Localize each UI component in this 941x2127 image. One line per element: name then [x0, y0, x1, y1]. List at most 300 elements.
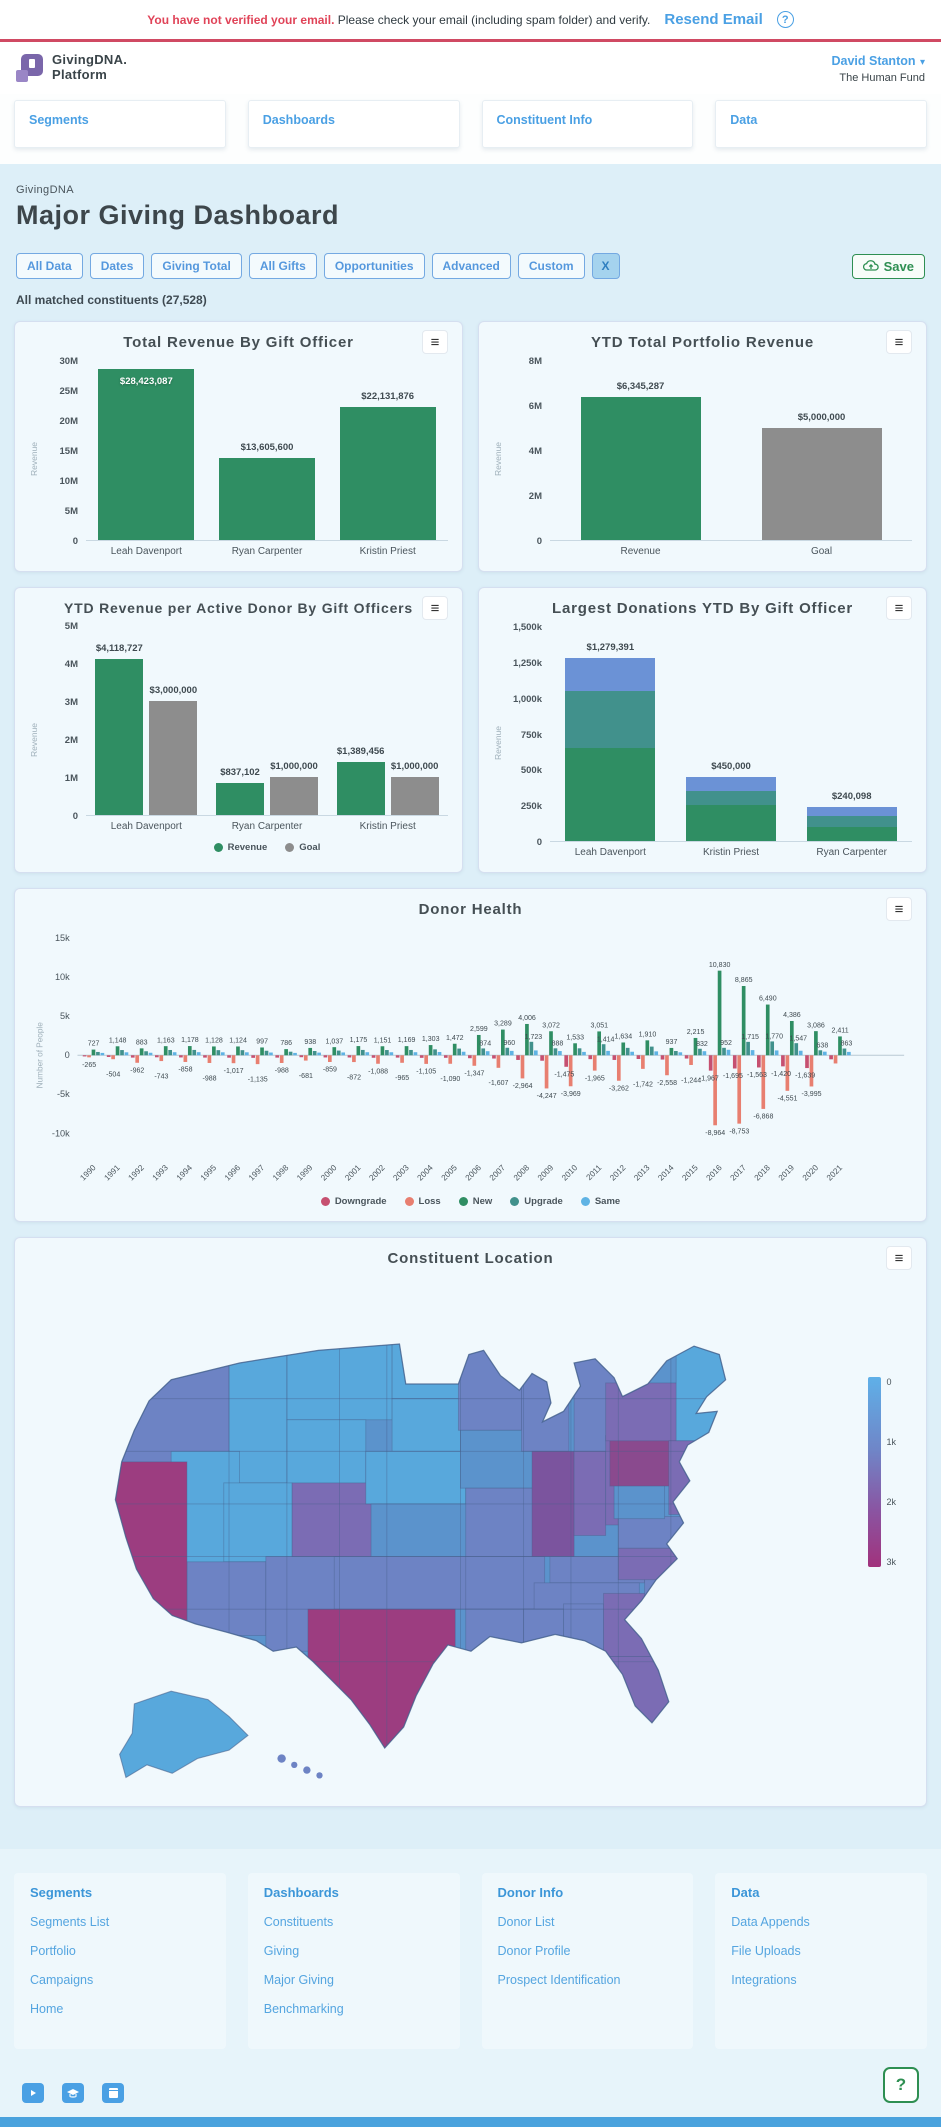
dh-bar[interactable] — [227, 1055, 231, 1057]
dh-bar[interactable] — [602, 1044, 606, 1055]
footer-link-campaigns[interactable]: Campaigns — [30, 1973, 94, 1987]
footer-link-home[interactable]: Home — [30, 2002, 64, 2016]
dh-bar[interactable] — [641, 1055, 645, 1069]
footer-column-title[interactable]: Donor Info — [497, 1885, 564, 1900]
svg-text:1,715: 1,715 — [741, 1033, 759, 1041]
dh-bar[interactable] — [829, 1055, 833, 1059]
dh-bar[interactable] — [405, 1046, 409, 1055]
x-category-label: Leah Davenport — [574, 847, 646, 858]
dh-bar[interactable] — [173, 1052, 177, 1055]
bar[interactable] — [686, 777, 776, 842]
dh-bar[interactable] — [709, 1055, 713, 1070]
svg-text:-1,563: -1,563 — [747, 1072, 767, 1080]
svg-text:1993: 1993 — [150, 1163, 170, 1183]
dh-bar[interactable] — [665, 1055, 669, 1075]
dh-bar[interactable] — [847, 1052, 851, 1055]
dh-bar[interactable] — [521, 1055, 525, 1078]
dh-bar[interactable] — [299, 1055, 303, 1057]
dh-bar[interactable] — [593, 1055, 597, 1070]
footer-link-file-uploads[interactable]: File Uploads — [731, 1944, 801, 1958]
dh-bar[interactable] — [545, 1055, 549, 1088]
dh-bar[interactable] — [472, 1055, 476, 1066]
dh-bar[interactable] — [582, 1052, 586, 1055]
dh-bar[interactable] — [396, 1055, 400, 1057]
bar-value-label: $1,279,391 — [586, 641, 635, 653]
dh-bar[interactable] — [372, 1055, 376, 1057]
chart-menu-icon[interactable]: ≡ — [422, 596, 448, 620]
dh-bar[interactable] — [101, 1053, 105, 1055]
dh-bar[interactable] — [558, 1051, 562, 1055]
dh-bar[interactable] — [159, 1055, 163, 1061]
bar[interactable] — [807, 807, 897, 841]
filter-chip-advanced[interactable]: Advanced — [432, 253, 511, 279]
dh-bar[interactable] — [324, 1055, 328, 1057]
dh-bar[interactable] — [578, 1048, 582, 1055]
svg-text:1,148: 1,148 — [108, 1037, 127, 1045]
bar[interactable] — [565, 658, 655, 841]
svg-text:1,533: 1,533 — [566, 1034, 585, 1042]
svg-text:-743: -743 — [154, 1073, 169, 1081]
dh-bar[interactable] — [530, 1042, 534, 1055]
bar[interactable] — [219, 458, 315, 540]
alaska-shape — [119, 1691, 247, 1777]
dh-bar[interactable] — [289, 1052, 293, 1056]
dh-bar[interactable] — [637, 1055, 641, 1059]
dh-bar[interactable] — [510, 1051, 514, 1055]
scale-gradient-bar — [868, 1377, 881, 1567]
bar[interactable] — [581, 397, 701, 540]
bar-value-label: $1,000,000 — [390, 761, 439, 772]
dh-bar[interactable] — [751, 1050, 755, 1055]
dh-bar[interactable] — [192, 1050, 196, 1055]
svg-text:15k: 15k — [54, 932, 70, 943]
footer-link-giving[interactable]: Giving — [263, 1944, 300, 1958]
dh-bar[interactable] — [540, 1055, 544, 1060]
brand[interactable] — [16, 53, 127, 83]
banner-help-icon[interactable]: ? — [777, 11, 794, 28]
dh-bar[interactable] — [361, 1050, 365, 1055]
dh-bar[interactable] — [265, 1051, 269, 1056]
svg-text:1,303: 1,303 — [421, 1036, 440, 1044]
svg-text:4,006: 4,006 — [518, 1015, 536, 1023]
dh-bar[interactable] — [275, 1055, 279, 1057]
us-choropleth-map — [29, 1277, 912, 1792]
dh-bar[interactable] — [685, 1055, 689, 1058]
filter-chip-all-data[interactable]: All Data — [16, 253, 83, 279]
dh-bar[interactable] — [554, 1048, 558, 1055]
academy-icon[interactable] — [62, 2083, 84, 2103]
dh-bar[interactable] — [409, 1050, 413, 1055]
y-tick: 3M — [64, 697, 78, 708]
svg-text:960: 960 — [503, 1039, 516, 1047]
nav-item-dashboards[interactable]: Dashboards — [248, 100, 460, 148]
dh-bar[interactable] — [799, 1051, 803, 1056]
dh-bar[interactable] — [155, 1055, 159, 1057]
dh-bar[interactable] — [251, 1055, 255, 1058]
resend-email-link[interactable]: Resend Email — [664, 11, 763, 28]
dh-bar[interactable] — [516, 1055, 520, 1060]
stack-segment[interactable] — [686, 805, 776, 841]
svg-text:-504: -504 — [106, 1071, 121, 1079]
bar[interactable] — [98, 369, 194, 540]
stack-segment[interactable] — [565, 658, 655, 692]
dh-bar[interactable] — [606, 1051, 610, 1055]
dh-bar[interactable] — [197, 1052, 201, 1055]
dh-bar[interactable] — [761, 1055, 765, 1109]
dh-bar[interactable] — [597, 1031, 601, 1055]
total-revenue-chart — [29, 356, 448, 557]
svg-text:1992: 1992 — [126, 1163, 146, 1183]
dh-bar[interactable] — [486, 1051, 490, 1055]
dh-bar[interactable] — [96, 1052, 100, 1055]
svg-text:-859: -859 — [322, 1066, 337, 1074]
dh-bar[interactable] — [843, 1049, 847, 1056]
y-tick: 250k — [520, 801, 542, 813]
footer-link-prospect-identification[interactable]: Prospect Identification — [497, 1973, 621, 1987]
stack-segment[interactable] — [807, 816, 897, 827]
dh-bar[interactable] — [188, 1046, 192, 1055]
dh-bar[interactable] — [810, 1055, 814, 1086]
bar[interactable] — [340, 407, 436, 540]
dh-bar[interactable] — [462, 1052, 466, 1056]
dh-bar[interactable] — [727, 1050, 731, 1055]
svg-text:-2,964: -2,964 — [512, 1083, 533, 1091]
svg-text:1,910: 1,910 — [638, 1031, 657, 1039]
svg-text:-872: -872 — [346, 1074, 362, 1082]
page-title: Major Giving Dashboard — [16, 200, 340, 230]
dh-bar[interactable] — [149, 1053, 153, 1055]
legend-dot — [405, 1197, 414, 1206]
svg-text:1,128: 1,128 — [205, 1037, 223, 1045]
video-icon[interactable] — [22, 2083, 44, 2103]
dh-bar[interactable] — [236, 1046, 240, 1055]
bar[interactable] — [391, 777, 439, 815]
dh-bar[interactable] — [661, 1055, 665, 1059]
dh-bar[interactable] — [308, 1048, 312, 1055]
cloud-save-icon — [863, 260, 879, 272]
footer-link-segments-list[interactable]: Segments List — [30, 1915, 110, 1929]
dh-bar[interactable] — [87, 1055, 91, 1057]
dh-bar[interactable] — [348, 1055, 352, 1057]
svg-text:2017: 2017 — [728, 1163, 748, 1183]
y-tick: 500k — [520, 765, 542, 777]
dh-bar[interactable] — [617, 1055, 621, 1080]
dh-bar[interactable] — [365, 1052, 369, 1055]
chart-menu-icon[interactable]: ≡ — [886, 596, 912, 620]
dh-bar[interactable] — [179, 1055, 183, 1057]
dh-bar[interactable] — [140, 1048, 144, 1055]
dh-bar[interactable] — [534, 1050, 538, 1055]
dh-bar[interactable] — [588, 1055, 592, 1059]
dh-bar[interactable] — [376, 1055, 380, 1063]
scale-tick: 3k — [886, 1557, 896, 1567]
dh-bar[interactable] — [481, 1048, 485, 1055]
social-links — [22, 2083, 124, 2103]
verify-warning-text: You have not verified your email. — [147, 12, 335, 27]
legend-item: Revenue — [214, 842, 268, 853]
footer-link-data-appends[interactable]: Data Appends — [731, 1915, 810, 1929]
dh-bar[interactable] — [438, 1052, 442, 1055]
dh-bar[interactable] — [757, 1055, 761, 1067]
legend-dot — [321, 1197, 330, 1206]
dh-bar[interactable] — [232, 1055, 236, 1063]
stack-segment[interactable] — [807, 807, 897, 816]
dh-bar[interactable] — [630, 1052, 634, 1056]
filter-chip-opportunities[interactable]: Opportunities — [324, 253, 425, 279]
stack-segment[interactable] — [686, 791, 776, 805]
bar[interactable] — [216, 783, 264, 815]
footer-link-benchmarking[interactable]: Benchmarking — [263, 2002, 344, 2016]
dh-bar[interactable] — [492, 1055, 496, 1058]
dh-bar[interactable] — [212, 1046, 216, 1055]
dh-bar[interactable] — [654, 1051, 658, 1055]
svg-text:3,086: 3,086 — [807, 1022, 825, 1030]
donor-health-legend — [29, 1196, 912, 1207]
dh-bar[interactable] — [689, 1055, 693, 1065]
svg-text:2002: 2002 — [367, 1163, 387, 1183]
portfolio-revenue-chart — [493, 356, 912, 557]
svg-text:-1,017: -1,017 — [223, 1067, 244, 1075]
dh-bar[interactable] — [703, 1051, 707, 1055]
dh-bar[interactable] — [111, 1055, 115, 1059]
dh-bar[interactable] — [293, 1053, 297, 1055]
dh-bar[interactable] — [650, 1047, 654, 1056]
dh-bar[interactable] — [794, 1043, 798, 1055]
dh-bar[interactable] — [564, 1055, 568, 1067]
stack-segment[interactable] — [686, 777, 776, 791]
panel-total-revenue — [14, 321, 463, 572]
dh-bar[interactable] — [453, 1044, 457, 1055]
dh-bar[interactable] — [770, 1041, 774, 1055]
filter-chip-dates[interactable]: Dates — [90, 253, 145, 279]
svg-text:-1,135: -1,135 — [247, 1076, 268, 1084]
footer-column-title[interactable]: Data — [731, 1885, 760, 1900]
dh-bar[interactable] — [674, 1051, 678, 1055]
bar-value-label: $240,098 — [831, 790, 872, 802]
svg-text:2019: 2019 — [776, 1163, 797, 1183]
dh-bar[interactable] — [444, 1055, 448, 1058]
dh-bar[interactable] — [313, 1051, 317, 1055]
svg-text:1998: 1998 — [271, 1163, 291, 1183]
footer-link-portfolio[interactable]: Portfolio — [30, 1944, 76, 1958]
dh-bar[interactable] — [823, 1052, 827, 1056]
dh-bar[interactable] — [468, 1055, 472, 1058]
us-map-graphic[interactable] — [71, 1283, 871, 1788]
dh-bar[interactable] — [92, 1050, 96, 1056]
svg-text:2005: 2005 — [439, 1163, 459, 1183]
dh-bar[interactable] — [357, 1046, 361, 1055]
dh-bar[interactable] — [341, 1052, 345, 1055]
dh-bar[interactable] — [834, 1055, 838, 1063]
dh-bar[interactable] — [390, 1052, 394, 1055]
bar[interactable] — [337, 762, 385, 815]
dh-bar[interactable] — [352, 1055, 356, 1062]
user-menu[interactable]: David Stanton — [831, 54, 916, 68]
docs-icon[interactable] — [102, 2083, 124, 2103]
bar-value-label: $1,389,456 — [336, 746, 385, 758]
bar-value-label: $4,118,727 — [95, 642, 143, 654]
dh-bar[interactable] — [116, 1046, 120, 1055]
dh-bar[interactable] — [621, 1042, 625, 1055]
y-tick: 750k — [520, 729, 542, 741]
chart-legend — [86, 842, 448, 853]
chart-menu-icon[interactable]: ≡ — [422, 330, 448, 354]
dh-bar[interactable] — [269, 1053, 273, 1056]
dh-bar[interactable] — [457, 1049, 461, 1056]
footer-link-donor-profile[interactable]: Donor Profile — [497, 1944, 571, 1958]
dh-bar[interactable] — [221, 1052, 225, 1055]
svg-text:1,169: 1,169 — [397, 1037, 416, 1045]
dh-bar[interactable] — [284, 1049, 288, 1055]
help-button[interactable]: ? — [883, 2067, 919, 2103]
dh-bar[interactable] — [420, 1055, 424, 1058]
givingdna-logo-icon — [16, 54, 44, 82]
stack-segment[interactable] — [807, 827, 897, 841]
dh-bar[interactable] — [497, 1055, 501, 1068]
filter-chip-all-gifts[interactable]: All Gifts — [249, 253, 317, 279]
dh-bar[interactable] — [742, 986, 746, 1055]
dh-bar[interactable] — [328, 1055, 332, 1062]
bar-value-label: $1,000,000 — [270, 761, 318, 772]
dh-bar[interactable] — [125, 1052, 129, 1055]
dh-bar[interactable] — [424, 1055, 428, 1064]
dh-bar[interactable] — [256, 1055, 260, 1064]
filter-chip-giving-total[interactable]: Giving Total — [151, 253, 241, 279]
svg-text:1991: 1991 — [102, 1163, 122, 1183]
dh-bar[interactable] — [260, 1047, 264, 1055]
bar-value-label: $28,423,087 — [119, 376, 173, 388]
dh-bar[interactable] — [83, 1055, 87, 1056]
footer-link-donor-list[interactable]: Donor List — [497, 1915, 555, 1929]
bar[interactable] — [95, 659, 143, 816]
dh-bar[interactable] — [216, 1050, 220, 1055]
scale-tick: 2k — [886, 1497, 896, 1507]
dh-bar[interactable] — [241, 1050, 245, 1055]
dh-bar[interactable] — [573, 1043, 577, 1055]
svg-text:-3,969: -3,969 — [560, 1090, 581, 1098]
matched-constituents-count: All matched constituents (27,528) — [16, 293, 207, 307]
dh-bar[interactable] — [429, 1045, 433, 1055]
dh-bar[interactable] — [781, 1055, 785, 1066]
bar[interactable] — [762, 428, 882, 541]
dh-bar[interactable] — [766, 1005, 770, 1056]
footer-link-constituents[interactable]: Constituents — [263, 1915, 334, 1929]
dh-bar[interactable] — [722, 1048, 726, 1055]
dh-bar[interactable] — [505, 1048, 509, 1055]
chart-title: Largest Donations YTD By Gift Officer — [551, 600, 854, 617]
dh-bar[interactable] — [107, 1055, 111, 1057]
dh-bar[interactable] — [626, 1048, 630, 1055]
nav-item-segments[interactable]: Segments — [14, 100, 226, 148]
chart-menu-icon[interactable]: ≡ — [886, 897, 912, 921]
footer-link-integrations[interactable]: Integrations — [731, 1973, 797, 1987]
dh-bar[interactable] — [332, 1047, 336, 1055]
dh-bar[interactable] — [698, 1049, 702, 1055]
svg-text:2021: 2021 — [824, 1163, 845, 1183]
dh-bar[interactable] — [280, 1055, 284, 1063]
y-tick: 1,000k — [512, 693, 542, 705]
dh-bar[interactable] — [414, 1052, 418, 1055]
y-tick: 2M — [528, 491, 542, 502]
y-tick: 8M — [528, 356, 542, 367]
y-axis-label: Revenue — [493, 441, 503, 477]
save-button[interactable]: Save — [852, 254, 925, 279]
svg-text:-3,262: -3,262 — [608, 1085, 629, 1093]
dh-bar[interactable] — [448, 1055, 452, 1064]
dh-bar[interactable] — [131, 1055, 135, 1057]
bar[interactable] — [149, 701, 197, 815]
dh-bar[interactable] — [775, 1050, 779, 1055]
nav-item-data[interactable]: Data — [715, 100, 927, 148]
svg-text:2013: 2013 — [632, 1163, 652, 1183]
dh-bar[interactable] — [144, 1051, 148, 1055]
dh-bar[interactable] — [433, 1049, 437, 1055]
chevron-down-icon[interactable]: ▾ — [919, 57, 925, 68]
dh-bar[interactable] — [613, 1055, 617, 1060]
bar[interactable] — [270, 777, 318, 815]
dh-bar[interactable] — [135, 1055, 139, 1063]
y-axis-label: Revenue — [493, 725, 503, 760]
svg-text:-1,090: -1,090 — [440, 1076, 461, 1084]
svg-text:-265: -265 — [82, 1061, 97, 1069]
dh-bar[interactable] — [184, 1055, 188, 1062]
svg-text:4,386: 4,386 — [783, 1012, 801, 1020]
chart-menu-icon[interactable]: ≡ — [886, 330, 912, 354]
dh-bar[interactable] — [164, 1046, 168, 1055]
footer-column-title[interactable]: Segments — [30, 1885, 93, 1900]
x-category-label: Kristin Priest — [359, 546, 416, 557]
dh-bar[interactable] — [746, 1042, 750, 1055]
clear-filters-button[interactable]: X — [592, 253, 620, 279]
svg-text:10,830: 10,830 — [708, 961, 731, 969]
stack-segment[interactable] — [565, 748, 655, 841]
y-tick: 4M — [64, 659, 78, 670]
dh-bar[interactable] — [168, 1050, 172, 1055]
dh-bar[interactable] — [733, 1055, 737, 1068]
dh-bar[interactable] — [208, 1055, 212, 1063]
dh-bar[interactable] — [304, 1055, 308, 1060]
dh-bar[interactable] — [245, 1052, 249, 1055]
filter-chips — [16, 253, 585, 279]
filter-chip-custom[interactable]: Custom — [518, 253, 585, 279]
dh-bar[interactable] — [737, 1055, 741, 1123]
y-tick: 15M — [59, 446, 78, 457]
y-tick: 1,250k — [512, 657, 542, 669]
dh-bar[interactable] — [381, 1046, 385, 1055]
footer-link-major-giving[interactable]: Major Giving — [263, 1973, 334, 1987]
dh-bar[interactable] — [678, 1052, 682, 1055]
dh-bar[interactable] — [317, 1053, 321, 1056]
dh-bar[interactable] — [713, 1055, 717, 1125]
dh-bar[interactable] — [120, 1050, 124, 1055]
dh-bar[interactable] — [400, 1055, 404, 1063]
y-tick: 0 — [536, 837, 542, 848]
stack-segment[interactable] — [565, 691, 655, 748]
chart-menu-icon[interactable]: ≡ — [886, 1246, 912, 1270]
dh-bar[interactable] — [203, 1055, 207, 1057]
dh-bar[interactable] — [337, 1051, 341, 1056]
footer-column-title[interactable]: Dashboards — [263, 1885, 339, 1900]
dh-bar[interactable] — [805, 1055, 809, 1068]
nav-item-constituent-info[interactable]: Constituent Info — [482, 100, 694, 148]
svg-text:-1,607: -1,607 — [488, 1080, 509, 1088]
dh-bar[interactable] — [385, 1050, 389, 1055]
svg-text:-1,742: -1,742 — [632, 1081, 653, 1089]
dh-bar[interactable] — [645, 1040, 649, 1055]
chart-title: Donor Health — [418, 901, 523, 918]
dh-bar[interactable] — [670, 1048, 674, 1055]
dh-bar[interactable] — [819, 1050, 823, 1055]
